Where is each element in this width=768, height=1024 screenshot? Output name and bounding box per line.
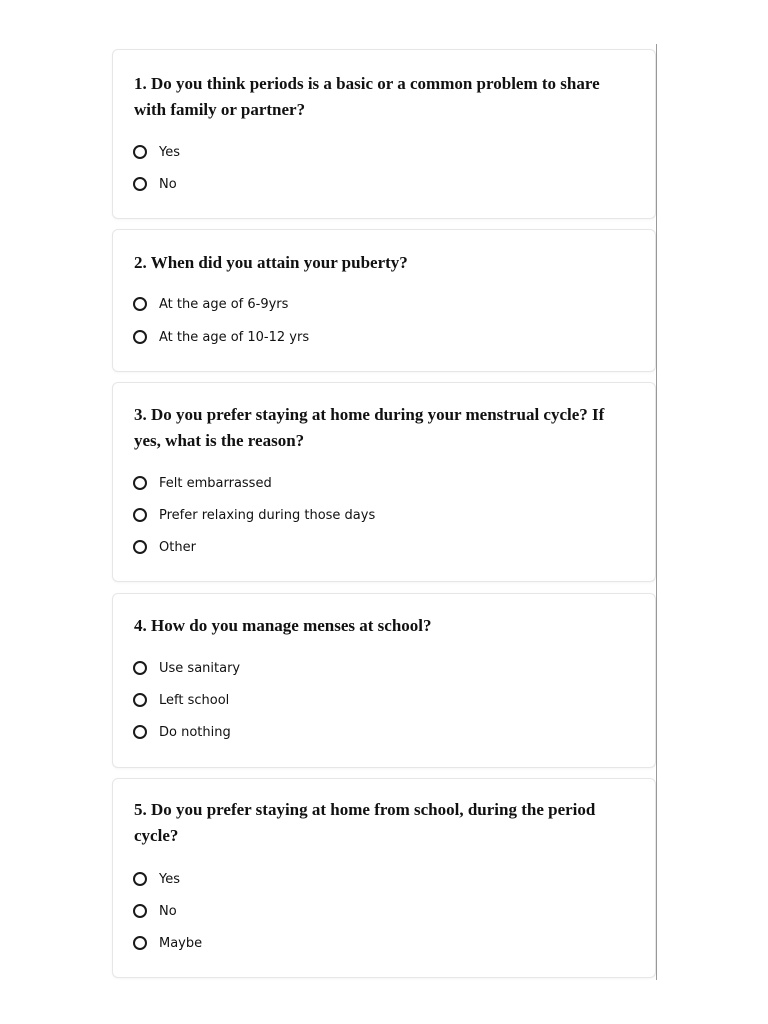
- option-label: Other: [159, 539, 196, 555]
- question-3-text: 3. Do you prefer staying at home during your menstrual cycle? If yes, what is the reason?: [134, 405, 605, 450]
- option-label: Do nothing: [159, 724, 231, 740]
- question-card-3: [112, 382, 656, 582]
- option-label: Felt embarrassed: [159, 475, 272, 491]
- question-card-4: [112, 593, 656, 768]
- radio-circle-icon[interactable]: [133, 177, 147, 191]
- radio-circle-icon[interactable]: [133, 693, 147, 707]
- radio-circle-icon[interactable]: [133, 297, 147, 311]
- option-label: At the age of 6-9yrs: [159, 296, 289, 312]
- option-q2-6-9yrs[interactable]: [133, 294, 288, 314]
- radio-circle-icon[interactable]: [133, 904, 147, 918]
- option-q4-left-school[interactable]: [133, 690, 229, 710]
- option-q3-felt-embarrassed[interactable]: [133, 473, 272, 493]
- option-label: Yes: [159, 871, 180, 887]
- option-q5-no[interactable]: [133, 901, 177, 921]
- option-q5-yes[interactable]: [133, 869, 180, 889]
- radio-circle-icon[interactable]: [133, 661, 147, 675]
- option-label: No: [159, 903, 177, 919]
- radio-circle-icon[interactable]: [133, 145, 147, 159]
- option-q4-use-sanitary[interactable]: [133, 658, 240, 678]
- radio-circle-icon[interactable]: [133, 725, 147, 739]
- option-label: Prefer relaxing during those days: [159, 507, 376, 523]
- option-label: Left school: [159, 692, 230, 708]
- option-q4-do-nothing[interactable]: [133, 722, 231, 742]
- option-q3-prefer-relaxing[interactable]: [133, 505, 375, 525]
- option-label: Yes: [159, 144, 180, 160]
- radio-circle-icon[interactable]: [133, 476, 147, 490]
- option-q2-10-12yrs[interactable]: [133, 327, 309, 347]
- question-4-text: 4. How do you manage menses at school?: [134, 616, 432, 635]
- radio-circle-icon[interactable]: [133, 936, 147, 950]
- question-card-5: [112, 778, 656, 978]
- question-2-text: 2. When did you attain your puberty?: [134, 253, 408, 272]
- page-edge-divider: [656, 44, 657, 980]
- option-label: Use sanitary: [159, 660, 241, 676]
- question-1-text: 1. Do you think periods is a basic or a common problem to share with family or partner?: [134, 74, 600, 119]
- radio-circle-icon[interactable]: [133, 330, 147, 344]
- option-label: No: [159, 176, 177, 192]
- radio-circle-icon[interactable]: [133, 872, 147, 886]
- question-card-2: [112, 229, 656, 372]
- question-card-1: [112, 49, 656, 219]
- option-label: At the age of 10-12 yrs: [159, 329, 310, 345]
- question-5-text: 5. Do you prefer staying at home from school, during the period cycle?: [134, 800, 596, 845]
- radio-circle-icon[interactable]: [133, 540, 147, 554]
- option-q1-no[interactable]: [133, 174, 177, 194]
- option-label: Maybe: [159, 935, 203, 951]
- option-q5-maybe[interactable]: [133, 933, 202, 953]
- option-q1-yes[interactable]: [133, 142, 180, 162]
- option-q3-other[interactable]: [133, 537, 196, 557]
- radio-circle-icon[interactable]: [133, 508, 147, 522]
